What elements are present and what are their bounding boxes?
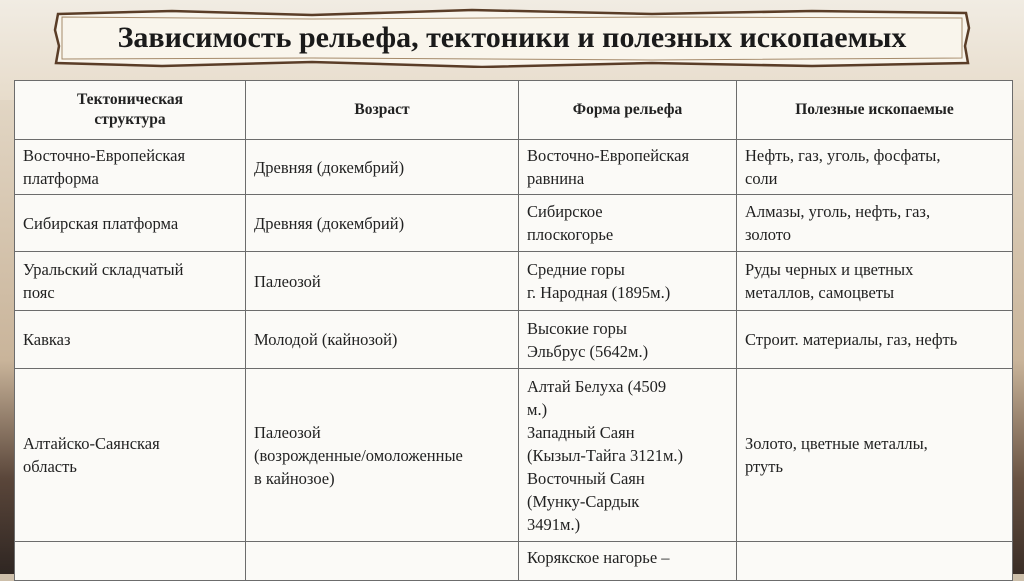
page-title: Зависимость рельефа, тектоники и полезных ископаемых xyxy=(117,21,907,54)
table-row xyxy=(15,542,1013,581)
cell-minerals: Нефть, газ, уголь, фосфаты, соли xyxy=(737,140,1013,195)
table-row xyxy=(15,311,1013,369)
cell-relief: Средние горы г. Народная (1895м.) xyxy=(519,252,737,311)
cell-age xyxy=(246,542,519,581)
cell-relief: Корякское нагорье – xyxy=(519,542,737,581)
cell-minerals: Строит. материалы, газ, нефть xyxy=(737,311,1013,369)
table-row xyxy=(15,195,1013,252)
cell-structure: Сибирская платформа xyxy=(15,195,246,252)
cell-minerals: Руды черных и цветных металлов, самоцветы xyxy=(737,252,1013,311)
table-row xyxy=(15,140,1013,195)
cell-minerals: Золото, цветные металлы, ртуть xyxy=(737,369,1013,542)
cell-structure: Алтайско-Саянская область xyxy=(15,369,246,542)
table-header-row xyxy=(15,81,1013,140)
cell-relief: Восточно-Европейская равнина xyxy=(519,140,737,195)
cell-structure xyxy=(15,542,246,581)
cell-age: Древняя (докембрий) xyxy=(246,195,519,252)
header-relief-form: Форма рельефа xyxy=(519,81,737,140)
cell-age: Палеозой xyxy=(246,252,519,311)
cell-age: Молодой (кайнозой) xyxy=(246,311,519,369)
header-minerals: Полезные ископаемые xyxy=(737,81,1013,140)
cell-relief: Алтай Белуха (4509 м.) Западный Саян (Кызыл-Тайга 3121м.) Восточный Саян (Мунку-Сардык 3491м.) xyxy=(519,369,737,542)
cell-age: Палеозой (возрожденные/омоложенные в кайнозое) xyxy=(246,369,519,542)
cell-structure: Уральский складчатый пояс xyxy=(15,252,246,311)
header-age: Возраст xyxy=(246,81,519,140)
cell-relief: Высокие горы Эльбрус (5642м.) xyxy=(519,311,737,369)
cell-structure: Кавказ xyxy=(15,311,246,369)
cell-age: Древняя (докембрий) xyxy=(246,140,519,195)
header-tectonic-structure: Тектоническая структура xyxy=(15,81,246,140)
cell-minerals: Алмазы, уголь, нефть, газ, золото xyxy=(737,195,1013,252)
cell-structure: Восточно-Европейская платформа xyxy=(15,140,246,195)
tectonics-table xyxy=(14,80,1013,581)
cell-minerals xyxy=(737,542,1013,581)
cell-relief: Сибирское плоскогорье xyxy=(519,195,737,252)
table-row xyxy=(15,252,1013,311)
table-row xyxy=(15,369,1013,542)
title-banner xyxy=(52,8,972,68)
